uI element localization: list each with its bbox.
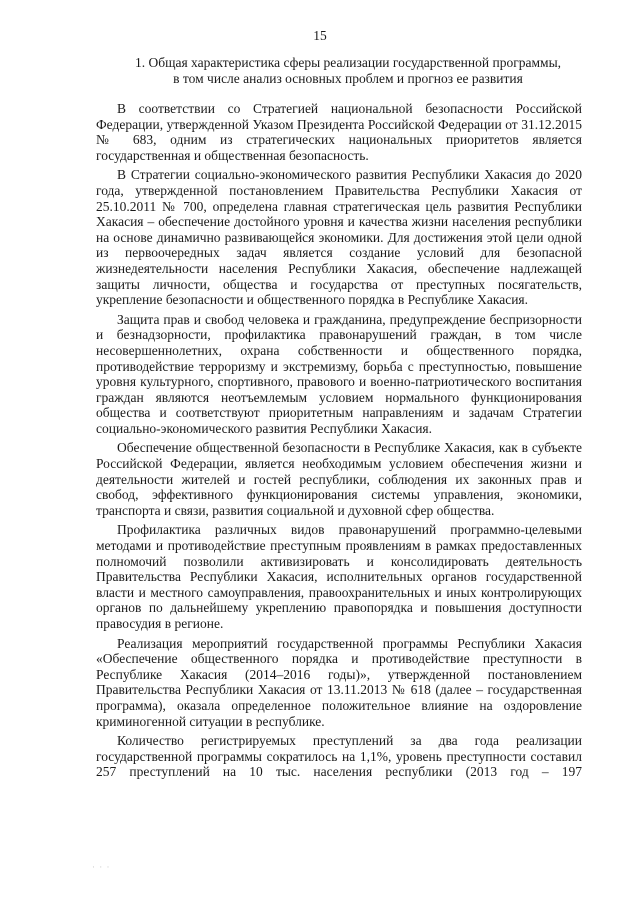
paragraph-public-safety: Обеспечение общественной безопасности в Республике Хакасия, как в субъекте Российской Федерации, является необходимым условием обеспечения жизни и деятельности жителей и гостей республики, соблюдения их законных прав и свобод, эффективного функционирования системы управления, экономики, транспорта и связи, развития социальной и духовной сфер общества. (96, 440, 582, 518)
paragraph-crime-statistics: Количество регистрируемых преступлений за два года реализации государственной программы сократилось на 1,1%, уровень преступности составил 257 преступлений на 10 тыс. населения республики (2013 год – 197 (96, 733, 582, 780)
paragraph-program-implementation: Реализация мероприятий государственной программы Республики Хакасия «Обеспечение общественного порядка и противодействие преступности в Республике Хакасия (2014–2016 годы)», утвержденной постановлением Правительства Республики Хакасия от 13.11.2013 № 618 (далее – государственная программа), оказала определенное положительное влияние на оздоровление криминогенной ситуации в республике. (96, 635, 582, 729)
faint-stamp-mark: · · · (92, 862, 111, 872)
paragraph-development-strategy: В Стратегии социально-экономического развития Республики Хакасия до 2020 года, утвержденной постановлением Правительства Республики Хакасия от 25.10.2011 № 700, определена главная стратегическая цель развития Республики Хакасия – обеспечение достойного уровня и качества жизни населения республики на основе динамично развивающейся экономики. Для достижения этой цели одной из первоочередных задач является создание условий для безопасной жизнедеятельности населения Республики Хакасия, обеспечение надлежащей защиты личности, общества и государства от преступных посягательств, укрепление безопасности и общественного порядка в Республике Хакасия. (96, 167, 582, 308)
section-heading (108, 55, 588, 87)
document-body (96, 101, 582, 780)
paragraph-prevention: Профилактика различных видов правонарушений программно-целевыми методами и противодействие преступным проявлениям в рамках предоставленных полномочий позволили активизировать и консолидировать деятельность Правительства Республики Хакасия, исполнительных органов государственной власти и местного самоуправления, правоохранительных и иных контролирующих органов по дальнейшему укреплению правопорядка и повышения доступности правосудия в регионе. (96, 522, 582, 631)
paragraph-rights-protection: Защита прав и свобод человека и гражданина, предупреждение беспризорности и безнадзорности, профилактика правонарушений граждан, в том числе несовершеннолетних, охрана собственности и общественного порядка, противодействие терроризму и экстремизму, борьба с преступностью, повышение уровня культурного, спортивного, правового и военно-патриотического воспитания граждан являются неотъемлемым условием нормального функционирования общества и соответствуют приоритетным направлениям и задачам Стратегии социально-экономического развития Республики Хакасия. (96, 311, 582, 436)
paragraph-national-security: В соответствии со Стратегией национальной безопасности Российской Федерации, утвержденной Указом Президента Российской Федерации от 31.12.2015 № 683, одним из стратегических национальных приоритетов является государственная и общественная безопасность. (96, 101, 582, 163)
page-number: 15 (313, 28, 327, 43)
section-heading-line-1: 1. Общая характеристика сферы реализации государственной программы, (134, 55, 562, 70)
section-heading-line-2: в том числе анализ основных проблем и прогноз ее развития (173, 71, 523, 86)
